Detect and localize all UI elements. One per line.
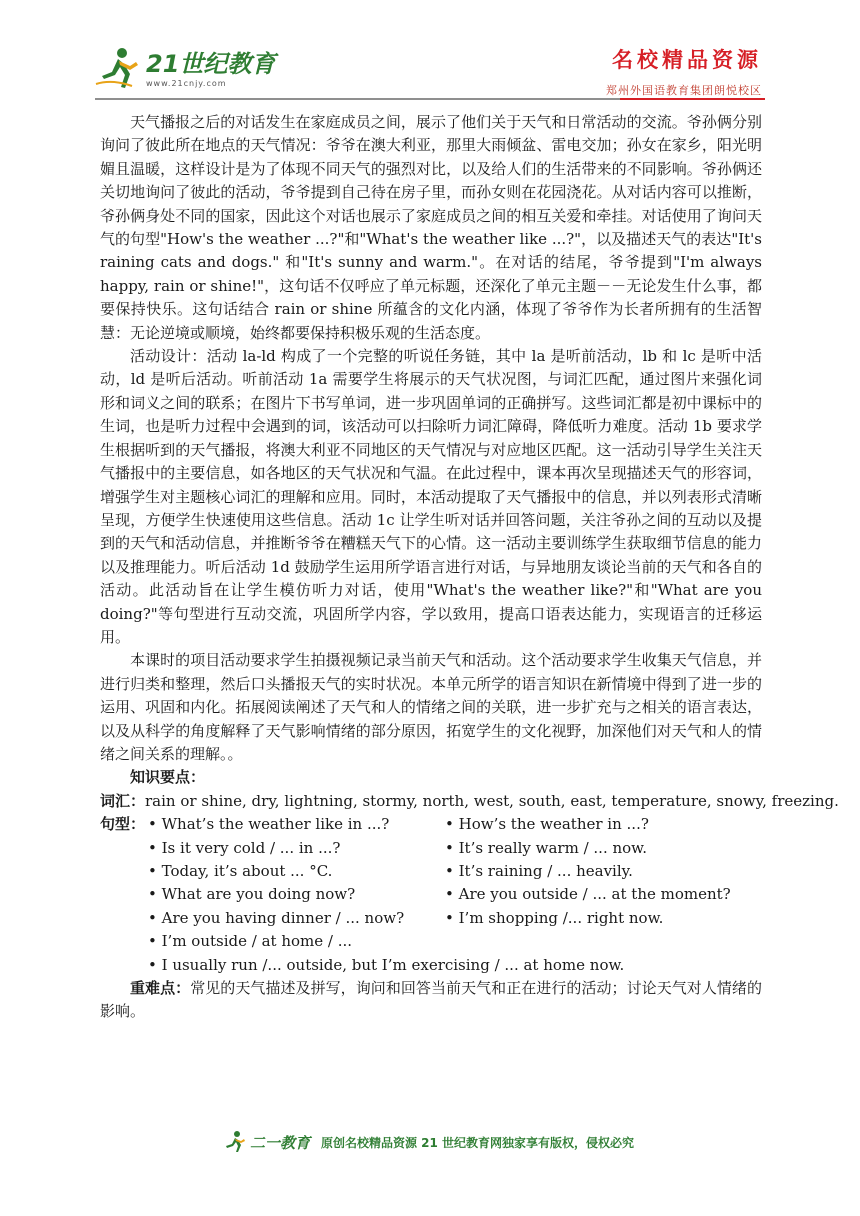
runner-logo-icon <box>92 46 144 92</box>
brand-subtitle: 郑州外国语教育集团朗悦校区 <box>606 84 762 97</box>
runner-small-icon <box>222 1130 248 1154</box>
sentence-left-4: • What are you doing now? <box>148 883 445 906</box>
document-body <box>100 111 839 1024</box>
paragraph-dialogue-analysis: 天气播报之后的对话发生在家庭成员之间，展示了他们关于天气和日常活动的交流。爷孙俩分别询问了彼此所在地点的天气情况：爷爷在澳大利亚，那里大雨倾盆、雷电交加；孙女在家乡，阳光明媚且温暖，这样设计是为了体现不同天气的强烈对比，以及给人们的生活带来的不同影响。爷孙俩还关切地询问了彼此的活动，爷爷提到自己待在房子里，而孙女则在花园浇花。从对话内容可以推断，爷孙俩身处不同的国家，因此这个对话也展示了家庭成员之间的相互关爱和牵挂。对话使用了询问天气的句型"How's the weather ...?"和"What's the weather like ...?"，以及描述天气的表达"It's raining cats and dogs." 和"It's sunny and warm."。在对话的结尾，爷爷提到"I'm always happy, rain or shine!"，这句话不仅呼应了单元标题，还深化了单元主题－－无论发生什么事，都要保持快乐。这句话结合 rain or shine 所蕴含的文化内涵，体现了爷爷作为长者所拥有的生活智慧：无论逆境或顺境，始终都要保持积极乐观的生活态度。 <box>100 113 762 342</box>
sentence-left-3: • Today, it’s about ... °C. <box>148 860 445 883</box>
vocab-label: 词汇： <box>100 791 146 810</box>
sentence-right-2: • It’s really warm / ... now. <box>445 837 762 860</box>
brand-title: 名校精品资源 <box>612 48 762 72</box>
header-rule-gray <box>95 98 620 100</box>
logo-text: 21世纪教育 <box>146 49 276 78</box>
sentence-left-5: • Are you having dinner / ... now? <box>148 907 445 930</box>
sentence-left-2: • Is it very cold / ... in ...? <box>148 837 445 860</box>
key-text: 常见的天气描述及拼写，询问和回答当前天气和正在进行的活动；讨论天气对人情绪的影响。 <box>100 978 762 1021</box>
logo-url: www.21cnjy.com <box>146 78 227 88</box>
footer-logo-text: 二一教育 <box>250 1133 311 1152</box>
footer-copyright: 原创名校精品资源 21 世纪教育网独家享有版权，侵权必究 <box>321 1136 635 1150</box>
site-logo <box>92 46 275 92</box>
knowledge-heading: 知识要点： <box>130 768 206 787</box>
footer-logo <box>222 1130 310 1154</box>
paragraph-project-activity: 本课时的项目活动要求学生拍摄视频记录当前天气和活动。这个活动要求学生收集天气信息，并进行归类和整理，然后口头播报天气的实时状况。本单元所学的语言知识在新情境中得到了进一步的运用、巩固和内化。拓展阅读阐述了天气和人的情绪之间的关联，进一步扩充与之相关的语言表达，以及从科学的角度解释了天气影响情绪的部分原因，拓宽学生的文化视野，加深他们对天气和人的情绪之间关系的理解。。 <box>100 651 762 763</box>
sentence-label: 句型： <box>100 815 146 834</box>
page-header <box>0 0 860 110</box>
key-points-line <box>100 977 762 1024</box>
sentence-right-5: • I’m shopping /... right now. <box>445 907 762 930</box>
page-footer <box>0 1124 860 1164</box>
sentence-left-1: • What’s the weather like in ...? <box>148 813 445 836</box>
sentence-right-1: • How’s the weather in ...? <box>445 813 762 836</box>
vocab-list: rain or shine, dry, lightning, stormy, north, west, south, east, temperature, snowy, freezing. <box>145 791 839 810</box>
vocabulary-line <box>100 790 839 813</box>
paragraph-activity-design: 活动设计：活动 la-ld 构成了一个完整的听说任务链，其中 la 是听前活动，lb 和 lc 是听中活动，ld 是听后活动。听前活动 1a 需要学生将展示的天气状况图，与词汇匹配，通过图片来强化词形和词义之间的联系；在图片下书写单词，进一步巩固单词的正确拼写。这些词汇都是初中课标中的生词，也是听力过程中会遇到的词，该活动可以扫除听力词汇障碍，降低听力难度。活动 1b 要求学生根据听到的天气播报，将澳大利亚不同地区的天气情况与对应地区匹配。这一活动引导学生关注天气播报中的主要信息，如各地区的天气状况和气温。在此过程中，课本再次呈现描述天气的形容词，增强学生对主题核心词汇的理解和应用。同时，本活动提取了天气播报中的信息，并以列表形式清晰呈现，方便学生快速使用这些信息。活动 1c 让学生听对话并回答问题，关注爷孙之间的互动以及提到的天气和活动信息，并推断爷爷在糟糕天气下的心情。这一活动主要训练学生获取细节信息的能力以及推理能力。听后活动 1d 鼓励学生运用所学语言进行对话，与异地朋友谈论当前的天气和各自的活动。此活动旨在让学生模仿听力对话，使用"What's the weather like?"和"What are you doing?"等句型进行互动交流，巩固所学内容，学以致用，提高口语表达能力，实现语言的迁移运用。 <box>100 347 762 646</box>
header-rule-red <box>620 98 765 100</box>
key-label: 重难点： <box>130 978 191 997</box>
sentence-left-6: • I’m outside / at home / ... <box>148 930 445 953</box>
sentence-patterns <box>100 813 762 977</box>
sentence-right-3: • It’s raining / ... heavily. <box>445 860 762 883</box>
sentence-left-7: • I usually run /... outside, but I’m exercising / ... at home now. <box>148 954 445 977</box>
brand-block <box>606 44 762 98</box>
sentence-right-4: • Are you outside / ... at the moment? <box>445 883 762 906</box>
